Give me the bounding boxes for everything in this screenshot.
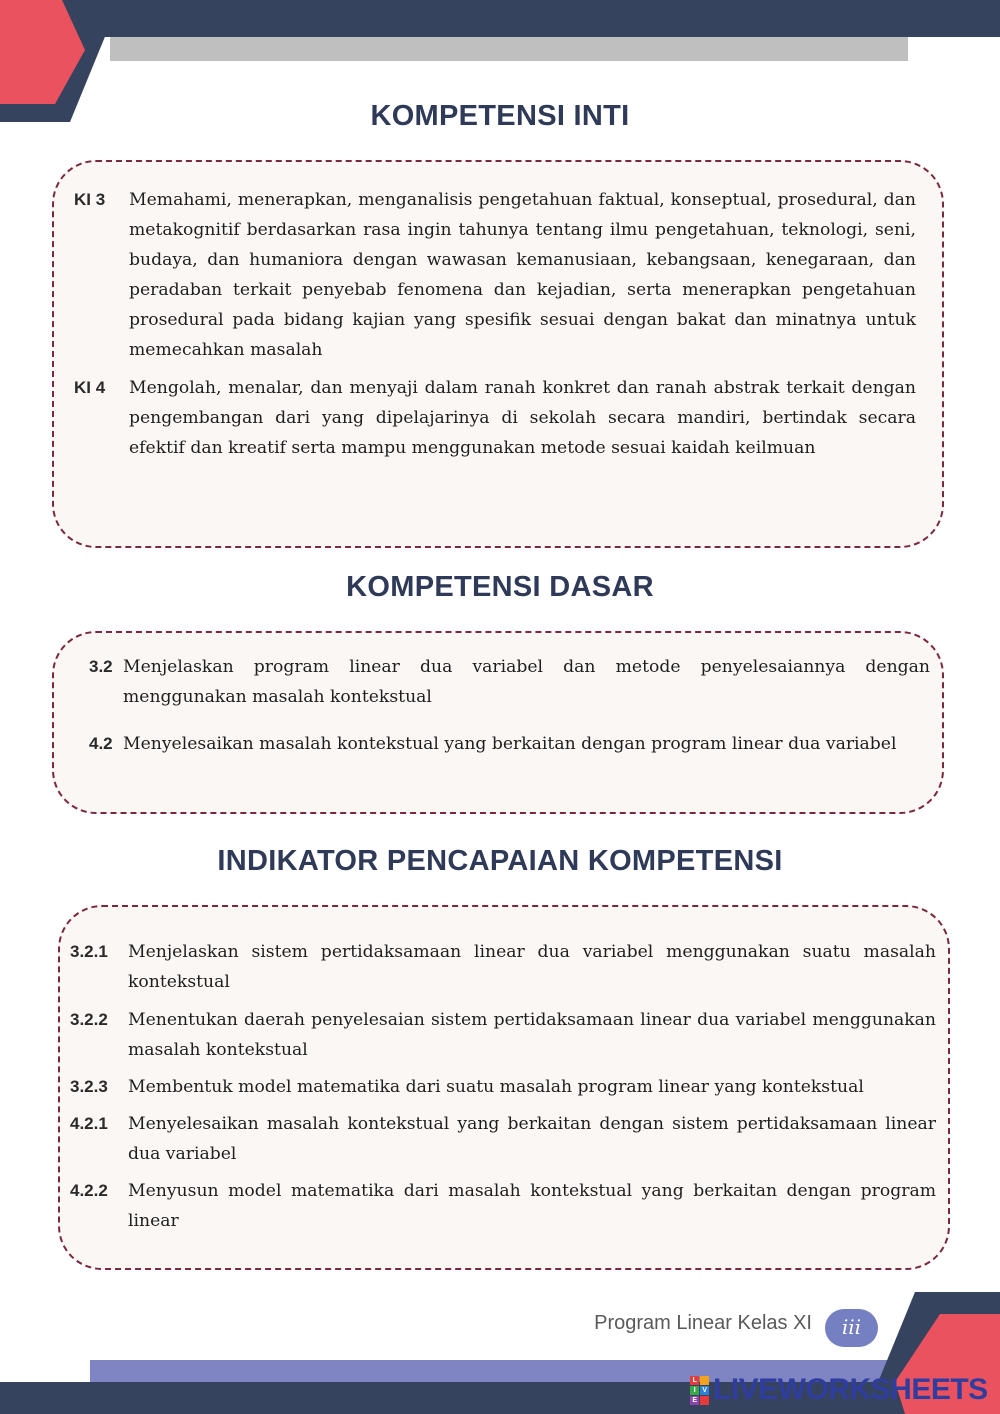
logo-letter: E	[690, 1396, 699, 1405]
logo-letter: L	[690, 1376, 699, 1385]
item-text: Menjelaskan program linear dua variabel dan metode penyelesaiannya dengan menggunakan masalah kontekstual	[123, 657, 930, 707]
list-item-ki3	[74, 185, 916, 365]
item-text: Memahami, menerapkan, menganalisis pengetahuan faktual, konseptual, prosedural, dan metakognitif berdasarkan rasa ingin tahunya tentang ilmu pengetahuan, teknologi, seni, budaya, dan humaniora dengan wawasan kemanusiaan, kebangsaan, kenegaraan, dan peradaban terkait penyebab fenomena dan kejadian, serta menerapkan pengetahuan prosedural pada bidang kajian yang spesifik sesuai dengan bakat dan minatnya untuk memecahkan masalah	[129, 190, 916, 360]
logo-letter: V	[700, 1386, 709, 1395]
header-gray-strip	[110, 37, 908, 61]
item-text: Menyusun model matematika dari masalah kontekstual yang berkaitan dengan program linear	[128, 1181, 936, 1231]
section-title-kompetensi-inti: KOMPETENSI INTI	[370, 100, 630, 132]
item-code: 3.2.1	[70, 942, 108, 961]
list-item-kd-4-2	[89, 729, 930, 759]
item-text: Menyelesaikan masalah kontekstual yang berkaitan dengan program linear dua variabel	[123, 734, 897, 754]
item-code: 3.2.3	[70, 1077, 108, 1096]
item-text: Menyelesaikan masalah kontekstual yang berkaitan dengan sistem pertidaksamaan linear dua variabel	[128, 1114, 936, 1164]
section-title-kompetensi-dasar: KOMPETENSI DASAR	[346, 571, 654, 603]
item-code: 3.2.2	[70, 1010, 108, 1029]
footer-book-title: Program Linear Kelas XI	[594, 1312, 812, 1334]
item-code: 4.2.2	[70, 1181, 108, 1200]
item-code: KI 4	[74, 378, 106, 397]
item-code: 4.2.1	[70, 1114, 108, 1133]
item-text: Menentukan daerah penyelesaian sistem pertidaksamaan linear dua variabel menggunakan masalah kontekstual	[128, 1010, 936, 1060]
item-code: KI 3	[74, 190, 106, 209]
header-band	[0, 0, 1000, 37]
watermark	[690, 1375, 988, 1405]
item-text: Membentuk model matematika dari suatu masalah program linear yang kontekstual	[128, 1077, 864, 1097]
logo-letter: I	[690, 1386, 699, 1395]
list-item-kd-3-2	[89, 652, 930, 712]
item-code: 4.2	[89, 734, 113, 753]
page-number-badge: iii	[825, 1309, 878, 1347]
list-item-ki4	[74, 373, 916, 463]
item-code: 3.2	[89, 657, 113, 676]
watermark-text: LIVEWORKSHEETS	[713, 1373, 988, 1406]
liveworksheets-logo-icon	[690, 1376, 709, 1405]
list-item-ipk-3-2-1	[70, 937, 936, 997]
item-text: Mengolah, menalar, dan menyaji dalam ranah konkret dan ranah abstrak terkait dengan pengembangan dari yang dipelajarinya di sekolah secara mandiri, bertindak secara efektif dan kreatif serta mampu menggunakan metode sesuai kaidah keilmuan	[129, 378, 916, 458]
list-item-ipk-4-2-2	[70, 1176, 936, 1236]
list-item-ipk-3-2-2	[70, 1005, 936, 1065]
list-item-ipk-3-2-3	[70, 1072, 936, 1102]
list-item-ipk-4-2-1	[70, 1109, 936, 1169]
item-text: Menjelaskan sistem pertidaksamaan linear dua variabel menggunakan suatu masalah kontekstual	[128, 942, 936, 992]
section-title-indikator: INDIKATOR PENCAPAIAN KOMPETENSI	[217, 845, 783, 877]
